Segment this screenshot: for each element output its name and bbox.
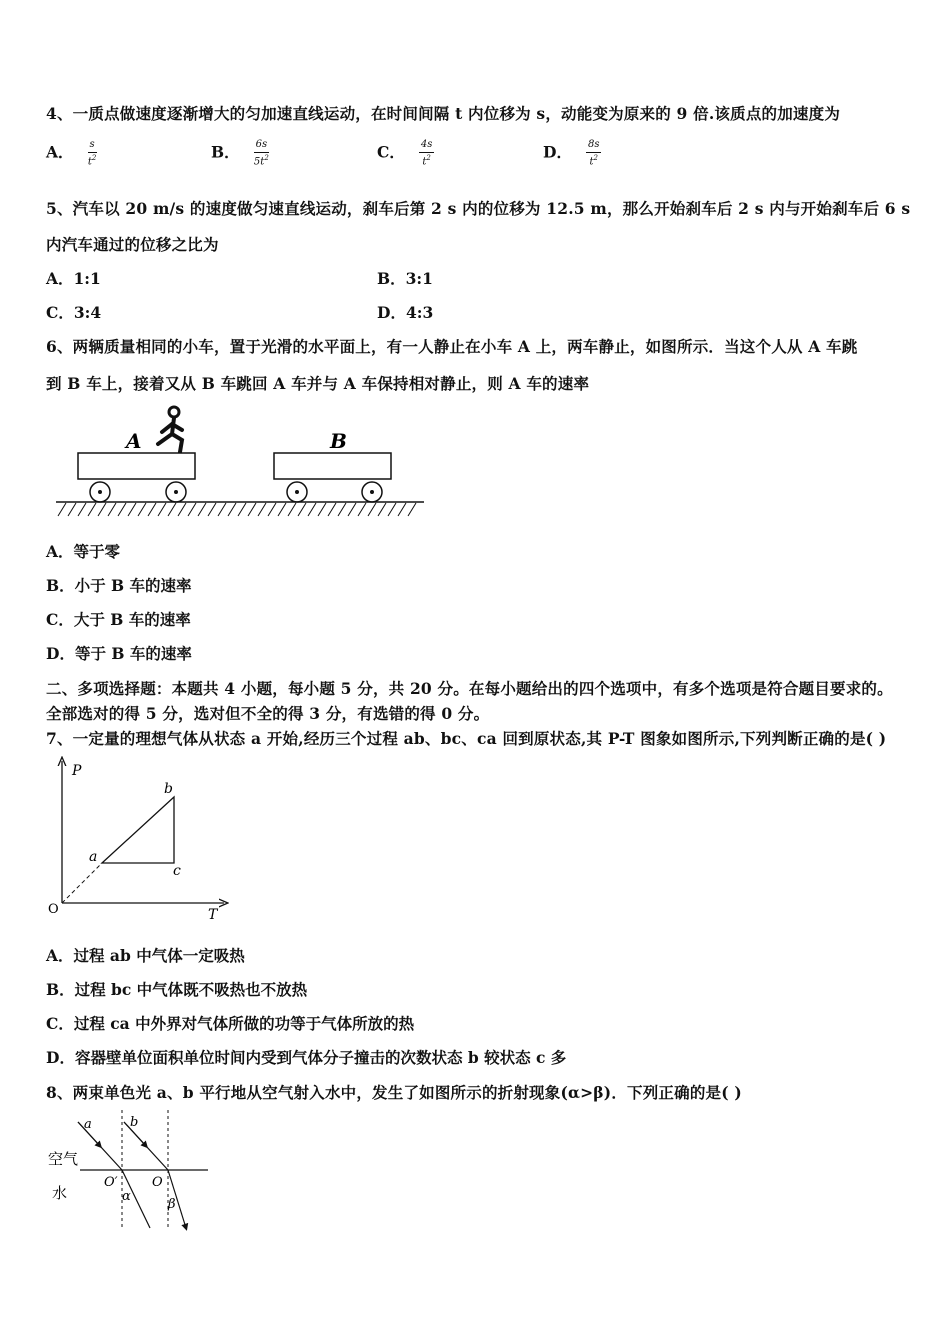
- alpha-label: α: [122, 1189, 131, 1204]
- q6-option-b: B．小于 B 车的速率: [46, 576, 192, 595]
- q7-option-b: B．过程 bc 中气体既不吸热也不放热: [46, 980, 308, 999]
- section2-line1: 二、多项选择题：本题共 4 小题，每小题 5 分，共 20 分。在每小题给出的四个选项中，有多个选项是符合题目要求的。: [46, 679, 893, 698]
- q4-option-b: B． $\frac{6s}{5t^2}$: [211, 139, 269, 168]
- q7-option-a: A．过程 ab 中气体一定吸热: [46, 946, 245, 965]
- point-o-label: O: [152, 1175, 163, 1190]
- q8-stem: 8、两束单色光 a、b 平行地从空气射入水中，发生了如图所示的折射现象(α>β)．下列正确的是( ): [46, 1083, 742, 1102]
- q6-option-c: C．大于 B 车的速率: [46, 610, 191, 629]
- origin-label: O: [48, 902, 59, 917]
- cart-a-body: [78, 453, 195, 479]
- q6-carts-figure: [50, 400, 430, 522]
- point-a-label: a: [89, 849, 98, 865]
- section2-line2: 全部选对的得 5 分，选对但不全的得 3 分，有选错的得 0 分。: [46, 704, 490, 723]
- q7-stem: 7、一定量的理想气体从状态 a 开始,经历三个过程 ab、bc、ca 回到原状态,其 P-T 图象如图所示,下列判断正确的是( ): [46, 729, 887, 748]
- q6-stem-line2: 到 B 车上，接着又从 B 车跳回 A 车并与 A 车保持相对静止，则 A 车的速率: [46, 374, 590, 393]
- point-o1-label: O′: [104, 1175, 118, 1190]
- dashed-extension: [62, 863, 102, 903]
- cart-a-label: A: [126, 429, 142, 453]
- x-axis-label: T: [208, 907, 218, 923]
- point-c-label: c: [173, 863, 181, 879]
- q7-option-d: D．容器壁单位面积单位时间内受到气体分子撞击的次数状态 b 较状态 c 多: [46, 1048, 567, 1067]
- ray-a-label: a: [84, 1117, 92, 1132]
- q7-pt-graph: [40, 755, 240, 925]
- y-axis-label: P: [72, 763, 82, 779]
- q4-option-c: C． $\frac{4s}{t^2}$: [377, 139, 433, 168]
- q8-refraction-figure: [44, 1108, 214, 1232]
- q5-stem-line1: 5、汽车以 20 m/s 的速度做匀速直线运动，刹车后第 2 s 内的位移为 12.5 m，那么开始刹车后 2 s 内与开始刹车后 6 s: [46, 199, 911, 218]
- abc-triangle: [102, 797, 174, 863]
- q5-option-b: B．3:1: [377, 269, 433, 288]
- q5-option-c: C．3:4: [46, 303, 102, 322]
- cart-b-label: B: [330, 429, 347, 453]
- q6-stem-line1: 6、两辆质量相同的小车，置于光滑的水平面上，有一人静止在小车 A 上，两车静止，如图所示．当这个人从 A 车跳: [46, 337, 858, 356]
- water-label: 水: [52, 1184, 68, 1202]
- air-label: 空气: [48, 1150, 79, 1168]
- beta-label: β: [168, 1197, 176, 1212]
- q6-option-a: A．等于零: [46, 542, 121, 561]
- cart-b-body: [274, 453, 391, 479]
- q7-option-c: C．过程 ca 中外界对气体所做的功等于气体所放的热: [46, 1014, 415, 1033]
- point-b-label: b: [164, 781, 173, 797]
- ray-b-label: b: [130, 1115, 139, 1130]
- q5-stem-line2: 内汽车通过的位移之比为: [46, 235, 219, 254]
- ground-hatching: [58, 503, 416, 516]
- q5-option-a: A．1:1: [46, 269, 101, 288]
- q4-option-a: A． $\frac{s}{t^2}$: [46, 139, 97, 168]
- person-figure: [158, 407, 182, 452]
- q5-option-d: D．4:3: [377, 303, 434, 322]
- q6-option-d: D．等于 B 车的速率: [46, 644, 192, 663]
- q4-stem: 4、一质点做速度逐渐增大的匀加速直线运动，在时间间隔 t 内位移为 s，动能变为原来的 9 倍.该质点的加速度为: [46, 104, 841, 123]
- q4-option-d: D． $\frac{8s}{t^2}$: [543, 139, 600, 168]
